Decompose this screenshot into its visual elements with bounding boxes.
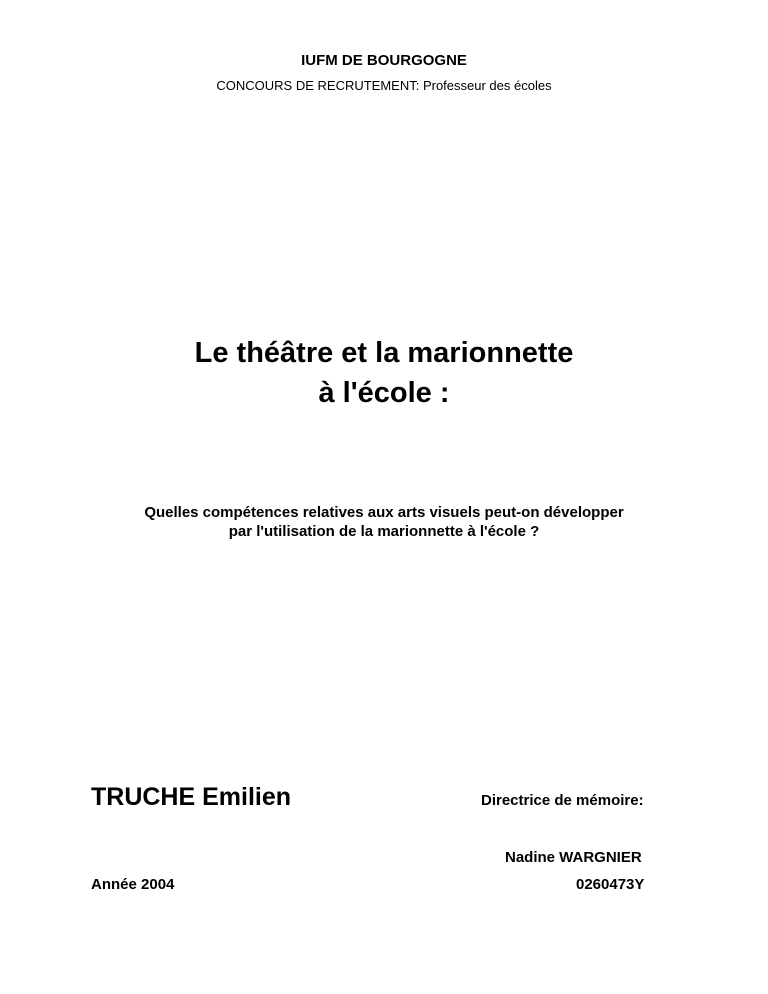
title-line-1: Le théâtre et la marionnette bbox=[194, 337, 574, 369]
year-label: Année 2004 bbox=[91, 876, 175, 893]
competition-line: CONCOURS DE RECRUTEMENT: Professeur des écoles bbox=[216, 78, 552, 93]
title-line-2: à l'école : bbox=[318, 377, 450, 409]
author-name: TRUCHE Emilien bbox=[91, 783, 292, 811]
document-title bbox=[0, 333, 768, 413]
director-name: Nadine WARGNIER bbox=[505, 849, 642, 866]
subtitle-line-1: Quelles compétences relatives aux arts visuels peut-on développer bbox=[144, 504, 624, 521]
document-subtitle bbox=[0, 503, 768, 541]
reference-code: 0260473Y bbox=[576, 876, 645, 893]
director-label: Directrice de mémoire: bbox=[481, 792, 644, 809]
subtitle-line-2: par l'utilisation de la marionnette à l'école ? bbox=[228, 523, 540, 540]
institution-name: IUFM DE BOURGOGNE bbox=[301, 52, 467, 69]
